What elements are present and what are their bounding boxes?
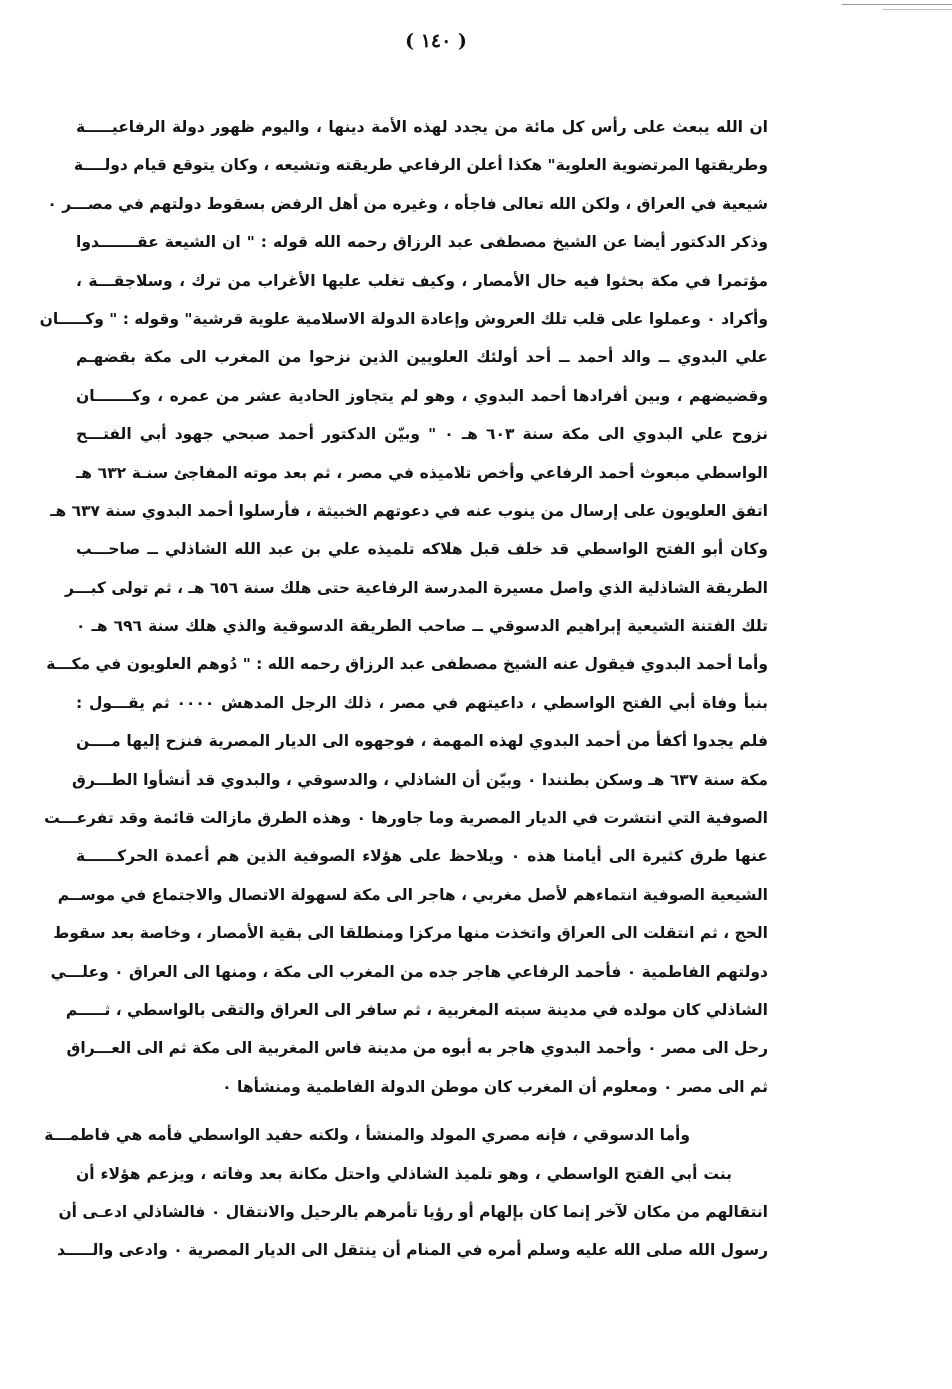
text-line: وأما أحمد البدوي فيقول عنه الشيخ مصطفى عبد الرزاق رحمه الله : " دُوهم العلويون في مكـــة [46, 655, 768, 674]
body-text [39, 108, 768, 1270]
text-line: وأما الدسوقي ، فإنه مصري المولد والمنشأ ، ولكنه حفيد الواسطي فأمه هي فاطمـــة [44, 1126, 690, 1145]
text-line: شيعية في العراق ، ولكن الله تعالى فاجأه ، وغيره من أهل الرفض بسقوط دولتهم في مصـــر ٠ [47, 194, 768, 213]
text-line: بنت أبي الفتح الواسطي ، وهو تلميذ الشاذلي واحتل مكانة بعد وفاته ، ويزعم هؤلاء أن [76, 1164, 732, 1183]
text-line: تلك الفتنة الشيعية إبراهيم الدسوقي ــ صاحب الطريقة الدسوقية والذي هلك سنة ٦٩٦ هـ ٠ [76, 617, 768, 636]
paragraph-2 [44, 1116, 768, 1270]
scan-edge-rule [842, 4, 952, 5]
paragraph-1 [39, 108, 768, 1106]
paragraph-gap [76, 1106, 768, 1116]
text-line: انتقالهم من مكان لآخر إنما كان بإلهام أو رؤيا تأمرهم بالرحيل والانتقال ٠ فالشاذلي ادعـى أن [58, 1202, 768, 1221]
text-line: وأكراد ٠ وعملوا على قلب تلك العروش وإعادة الدولة الاسلامية علوية قرشية" وقوله : " وكـــــان [39, 309, 768, 328]
text-line: مؤتمرا في مكة بحثوا فيه حال الأمصار ، وكيف تغلب عليها الأغراب من ترك ، وسلاجقـــة ، [76, 271, 768, 290]
text-line: علي البدوي ــ والد أحمد ــ أحد أولئك العلويين الذين نزحوا من المغرب الى مكة بقضهـم [76, 348, 768, 367]
text-line: رحل الى مصر ٠ وأحمد البدوي هاجر به أبوه من مدينة فاس المغربية الى مكة ثم الى العـــراق [66, 1039, 768, 1058]
text-line: وقضيضهم ، وبين أفرادها أحمد البدوي ، وهو لم يتجاوز الحادية عشر من عمره ، وكـــــــان [76, 386, 768, 405]
text-line: عنها طرق كثيرة الى أيامنا هذه ٠ ويلاحظ على هؤلاء الصوفية الذين هم أعمدة الحركــــــة [76, 847, 768, 866]
text-line: رسول الله صلى الله عليه وسلم أمره في المنام أن ينتقل الى الديار المصرية ٠ وادعى والـــــد [57, 1241, 768, 1260]
text-line: الشاذلي كان مولده في مدينة سبته المغربية ، ثم سافر الى العراق والتقى بالواسطي ، ثـــــم [65, 1000, 768, 1019]
text-line: الصوفية التي انتشرت في الديار المصرية وما جاورها ٠ وهذه الطرق مازالت قائمة وقد تفرعـــت [44, 809, 768, 828]
text-line: الواسطي مبعوث أحمد الرفاعي وأخص تلاميذه في مصر ، ثم بعد موته المفاجئ سنـة ٦٣٢ هـ [76, 463, 768, 482]
text-line: الطريقة الشاذلية الذي واصل مسيرة المدرسة الرفاعية حتى هلك سنة ٦٥٦ هـ ، ثم تولى كبـــر [65, 578, 768, 597]
page-number: ( ١٤٠ ) [405, 30, 467, 52]
text-line: وكان أبو الفتح الواسطي قد خلف قبل هلاكه تلميذه علي بن عبد الله الشاذلي ــ صاحـــب [76, 540, 768, 559]
text-line: اتفق العلويون على إرسال من ينوب عنه في دعوتهم الخبيثة ، فأرسلوا أحمد البدوي سنة ٦٣٧ هـ [50, 501, 768, 520]
text-line: مكة سنة ٦٣٧ هـ وسكن بطنندا ٠ وبيّن أن الشاذلي ، والدسوقي ، والبدوي قد أنشأوا الطـــرق [72, 770, 768, 789]
text-line: وذكر الدكتور أيضا عن الشيخ مصطفى عبد الرزاق رحمه الله قوله : " ان الشيعة عقـــــــدوا [76, 233, 768, 252]
text-line: فلم يجدوا أكفأ من أحمد البدوي لهذه المهمة ، فوجهوه الى الديار المصرية فنزح إليها مــــن [76, 732, 768, 751]
text-line: الشيعية الصوفية انتماءهم لأصل مغربي ، هاجر الى مكة لسهولة الاتصال والاجتماع في موســم [57, 885, 768, 904]
text-line: دولتهم الفاطمية ٠ فأحمد الرفاعي هاجر جده من المغرب الى مكة ، ومنها الى العراق ٠ وعلـــي [50, 962, 768, 981]
text-line: ثم الى مصر ٠ ومعلوم أن المغرب كان موطن الدولة الفاطمية ومنشأها ٠ [222, 1077, 768, 1096]
scan-edge-rule-secondary [882, 9, 952, 10]
text-line: ان الله يبعث على رأس كل مائة من يجدد لهذه الأمة دينها ، واليوم ظهور دولة الرفاعيـــــة [76, 118, 768, 136]
text-line: وطريقتها المرتضوية العلوية" هكذا أعلن الرفاعي طريقته وتشيعه ، وكان يتوقع قيام دولــــة [73, 156, 768, 175]
text-line: بنبأ وفاة أبي الفتح الواسطي ، داعيتهم في مصر ، ذلك الرجل المدهش ٠٠٠٠ ثم يقـــول : [76, 693, 768, 712]
text-line: نزوح علي البدوي الى مكة سنة ٦٠٣ هـ ٠ " وبيّن الدكتور أحمد صبحي جهود أبي الفتـــح [76, 425, 768, 444]
text-line: الحج ، ثم انتقلت الى العراق واتخذت منها مركزا ومنطلقا الى بقية الأمصار ، وخاصة بعد سقوط [53, 924, 768, 943]
